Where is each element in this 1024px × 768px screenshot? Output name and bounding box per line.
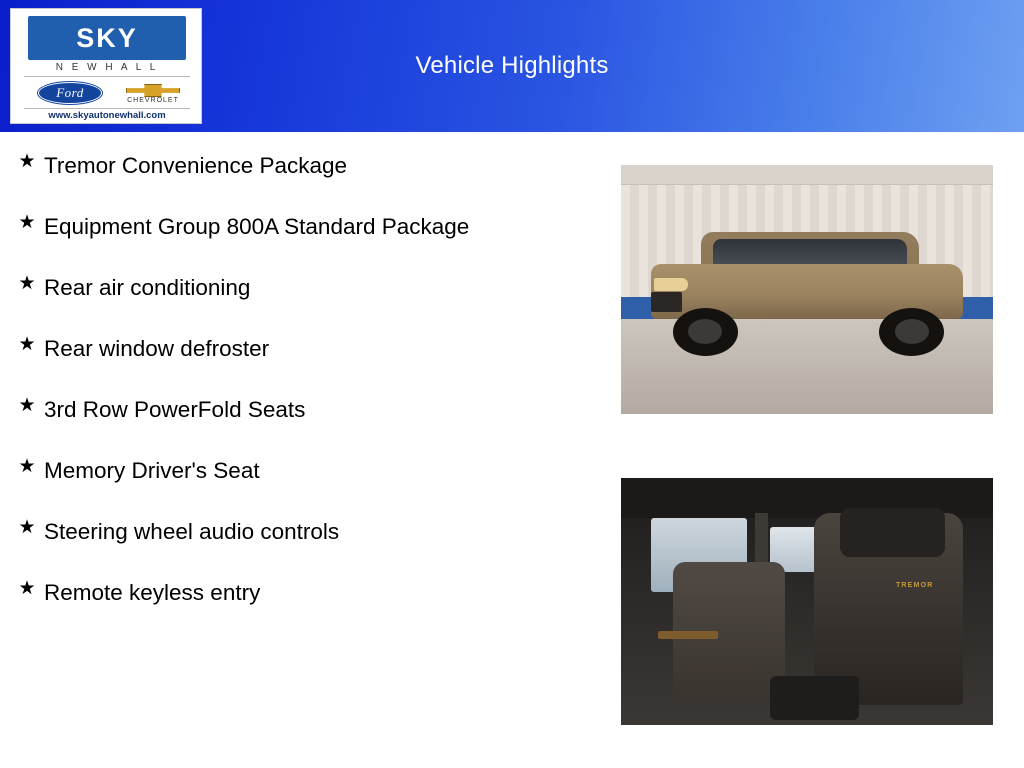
list-item-label: Remote keyless entry	[44, 580, 261, 605]
list-item	[10, 270, 590, 305]
list-item-label: 3rd Row PowerFold Seats	[44, 397, 306, 422]
logo-inner	[14, 12, 198, 120]
highlights-list	[10, 148, 590, 636]
star-icon: ★	[18, 151, 36, 172]
vehicle-interior-photo[interactable]	[621, 478, 993, 725]
vehicle-exterior-photo[interactable]	[621, 165, 993, 414]
tremor-badge: TREMOR	[895, 581, 934, 589]
star-icon: ★	[18, 517, 36, 538]
list-item-label: Rear air conditioning	[44, 275, 251, 300]
list-item	[10, 575, 590, 610]
suv-rear-wheel	[879, 308, 945, 356]
list-item	[10, 392, 590, 427]
logo-divider-bottom	[24, 108, 190, 109]
star-icon: ★	[18, 212, 36, 233]
interior-accent-trim	[658, 631, 718, 638]
ford-logo-label: Ford	[56, 85, 84, 100]
chevrolet-logo-icon	[118, 82, 188, 106]
suv-front-wheel	[673, 308, 739, 356]
interior-headrest	[840, 508, 944, 557]
dealer-website-url[interactable]: www.skyautonewhall.com	[48, 110, 166, 121]
photo-ceiling	[621, 165, 993, 185]
list-item	[10, 514, 590, 549]
star-icon: ★	[18, 273, 36, 294]
list-item	[10, 453, 590, 488]
star-icon: ★	[18, 334, 36, 355]
list-item-label: Equipment Group 800A Standard Package	[44, 214, 470, 239]
suv-headlight	[654, 278, 688, 291]
suv-grille	[651, 292, 682, 313]
list-item-label: Memory Driver's Seat	[44, 458, 260, 483]
star-icon: ★	[18, 395, 36, 416]
list-item-label: Rear window defroster	[44, 336, 270, 361]
logo-location-text: N E W H A L L	[55, 62, 159, 73]
dealer-logo[interactable]	[10, 8, 202, 124]
suv-exterior-shape	[651, 232, 963, 347]
star-icon: ★	[18, 456, 36, 477]
list-item-label: Steering wheel audio controls	[44, 519, 340, 544]
chevrolet-logo-label: CHEVROLET	[127, 97, 179, 104]
list-item	[10, 331, 590, 366]
suv-window-glass	[713, 239, 907, 266]
star-icon: ★	[18, 578, 36, 599]
logo-divider-top	[24, 76, 190, 77]
logo-brand-text: SKY	[76, 22, 138, 53]
chevrolet-bowtie-icon	[126, 84, 180, 97]
interior-center-console	[770, 676, 859, 720]
logo-brand-band	[28, 16, 186, 60]
ford-logo-icon	[38, 82, 102, 104]
list-item	[10, 148, 590, 183]
list-item-label: Tremor Convenience Package	[44, 153, 348, 178]
page-title: Vehicle Highlights	[415, 52, 609, 79]
list-item	[10, 209, 590, 244]
